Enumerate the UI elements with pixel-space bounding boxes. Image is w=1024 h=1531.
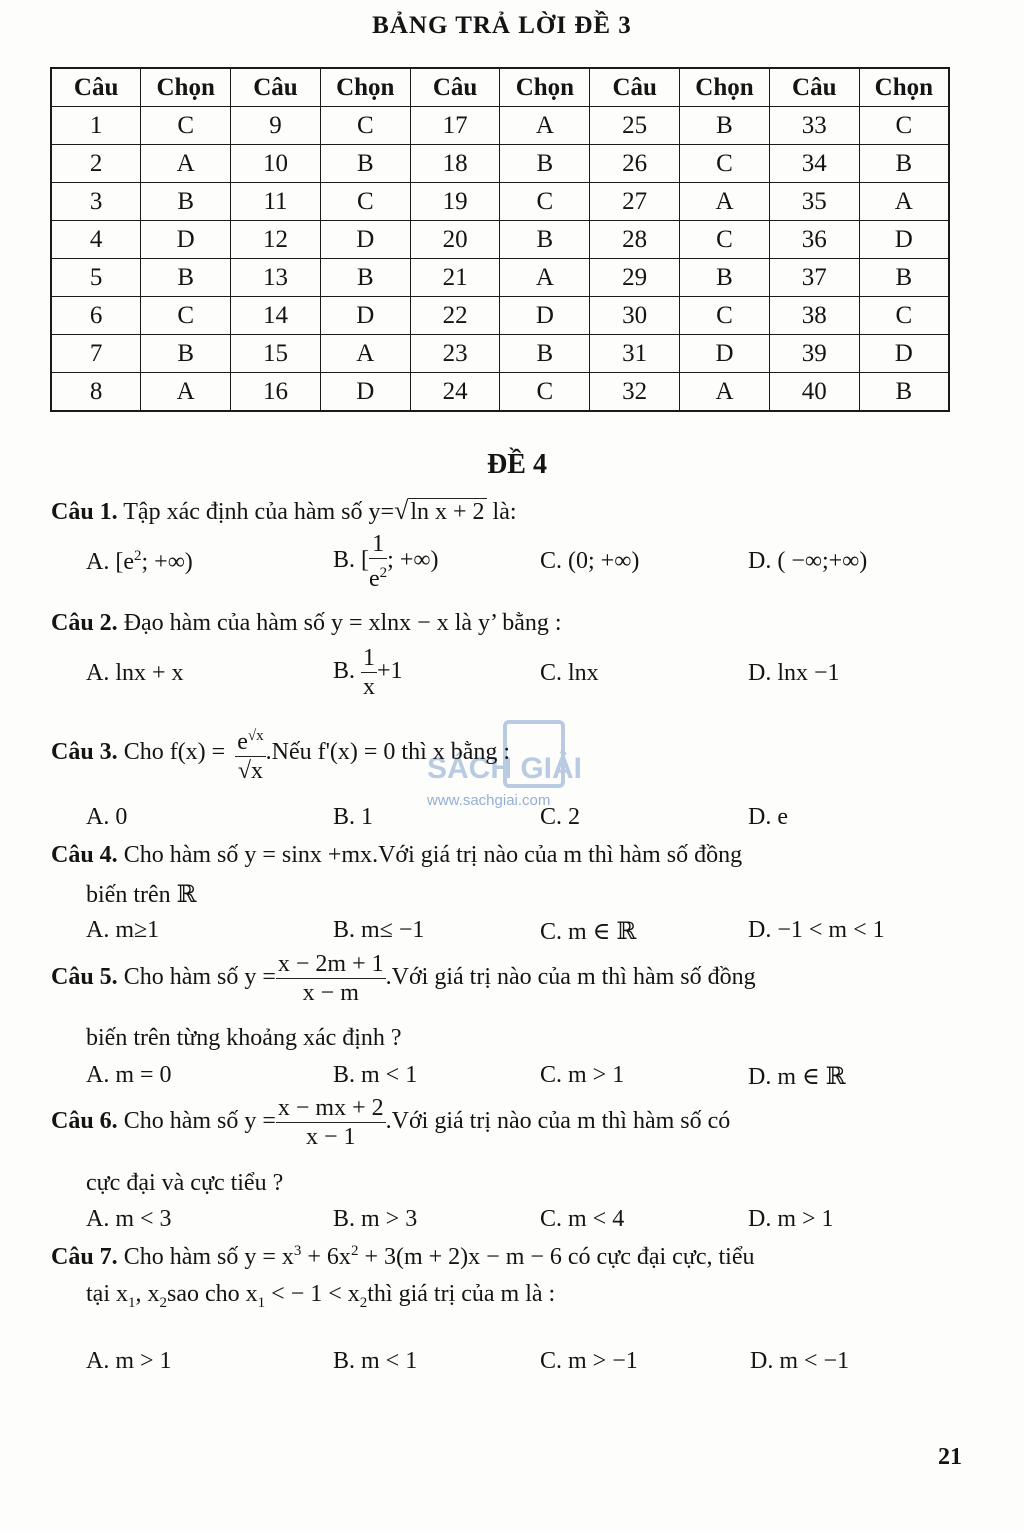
answer-table-header-row <box>51 68 949 107</box>
header-chon: Chọn <box>320 68 410 107</box>
q3-option-c: C. 2 <box>540 804 581 830</box>
question-number-cell: 23 <box>410 335 500 373</box>
answer-choice-cell: B <box>141 335 231 373</box>
answer-choice-cell: D <box>320 373 410 412</box>
table-row <box>51 145 949 183</box>
q3-option-b: B. 1 <box>333 804 374 830</box>
q5-option-d: D. m ∈ ℝ <box>748 1064 846 1090</box>
q6-option-c: C. m < 4 <box>540 1206 625 1232</box>
question-label: Câu 1. <box>51 499 118 525</box>
question-6 <box>51 1094 730 1151</box>
question-number-cell: 8 <box>51 373 141 412</box>
answer-table-body <box>51 107 949 412</box>
question-6-line-2: cực đại và cực tiểu ? <box>86 1170 284 1196</box>
question-number-cell: 34 <box>769 145 859 183</box>
answer-choice-cell: B <box>141 183 231 221</box>
q2-option-c: C. lnx <box>540 660 599 686</box>
answer-choice-cell: C <box>320 107 410 145</box>
question-number-cell: 10 <box>231 145 321 183</box>
header-chon: Chọn <box>859 68 949 107</box>
question-text: Tập xác định của hàm số y= <box>123 499 395 525</box>
question-text: Cho hàm số y = sinx +mx.Với giá trị nào của m thì hàm số đồng <box>123 842 743 868</box>
question-number-cell: 36 <box>769 221 859 259</box>
q4-option-a: A. m≥1 <box>86 917 160 943</box>
q4-option-d: D. −1 < m < 1 <box>748 917 885 943</box>
question-5-line-2: biến trên từng khoảng xác định ? <box>86 1025 402 1051</box>
answer-choice-cell: B <box>500 145 590 183</box>
answer-choice-cell: D <box>500 297 590 335</box>
header-cau: Câu <box>769 68 859 107</box>
question-number-cell: 20 <box>410 221 500 259</box>
answer-choice-cell: A <box>680 373 770 412</box>
table-row <box>51 107 949 145</box>
header-chon: Chọn <box>680 68 770 107</box>
answer-choice-cell: C <box>141 297 231 335</box>
question-number-cell: 12 <box>231 221 321 259</box>
question-number-cell: 16 <box>231 373 321 412</box>
answer-choice-cell: A <box>859 183 949 221</box>
header-chon: Chọn <box>141 68 231 107</box>
question-number-cell: 7 <box>51 335 141 373</box>
answer-choice-cell: C <box>500 373 590 412</box>
answer-choice-cell: B <box>320 145 410 183</box>
q6-option-a: A. m < 3 <box>86 1206 172 1232</box>
q6-option-b: B. m > 3 <box>333 1206 418 1232</box>
question-number-cell: 26 <box>590 145 680 183</box>
question-number-cell: 24 <box>410 373 500 412</box>
question-4 <box>51 842 742 869</box>
fraction: $\frac{x - 2m + 1}{x - m}$ <box>277 951 384 1006</box>
q7-option-a: A. m > 1 <box>86 1348 172 1374</box>
answer-choice-cell: B <box>859 145 949 183</box>
watermark-brand: SÁCH GIẢI <box>427 752 583 785</box>
question-number-cell: 28 <box>590 221 680 259</box>
question-number-cell: 25 <box>590 107 680 145</box>
table-row <box>51 183 949 221</box>
question-3 <box>51 722 510 785</box>
q4-option-b: B. m≤ −1 <box>333 917 425 943</box>
fraction: $\frac{x - mx + 2}{x - 1}$ <box>277 1095 384 1150</box>
question-number-cell: 38 <box>769 297 859 335</box>
q3-option-d: D. e <box>748 804 788 830</box>
question-number-cell: 27 <box>590 183 680 221</box>
q7-option-c: C. m > −1 <box>540 1348 638 1374</box>
answer-choice-cell: B <box>500 221 590 259</box>
question-text: Đạo hàm của hàm số y = xlnx − x là y’ bằng : <box>123 610 562 636</box>
question-label: Câu 4. <box>51 842 118 868</box>
question-number-cell: 18 <box>410 145 500 183</box>
question-number-cell: 2 <box>51 145 141 183</box>
fraction: $\frac{1}{x}$ <box>363 645 376 700</box>
fraction: $\frac{1}{e^2}$ <box>369 531 388 592</box>
question-number-cell: 31 <box>590 335 680 373</box>
header-cau: Câu <box>51 68 141 107</box>
question-number-cell: 4 <box>51 221 141 259</box>
answer-choice-cell: C <box>680 221 770 259</box>
question-number-cell: 13 <box>231 259 321 297</box>
question-label: Câu 2. <box>51 610 118 636</box>
answer-choice-cell: D <box>320 297 410 335</box>
question-tail: là: <box>492 499 517 525</box>
q1-option-d: D. ( −∞;+∞) <box>748 548 868 574</box>
table-row <box>51 335 949 373</box>
question-number-cell: 32 <box>590 373 680 412</box>
table-row <box>51 373 949 412</box>
answer-choice-cell: B <box>680 259 770 297</box>
answer-choice-cell: B <box>500 335 590 373</box>
question-number-cell: 3 <box>51 183 141 221</box>
question-label: Câu 6. <box>51 1108 118 1135</box>
header-cau: Câu <box>410 68 500 107</box>
question-number-cell: 9 <box>231 107 321 145</box>
answer-choice-cell: B <box>680 107 770 145</box>
exam-title: ĐỀ 4 <box>487 449 547 480</box>
question-label: Câu 5. <box>51 964 118 991</box>
question-number-cell: 15 <box>231 335 321 373</box>
question-number-cell: 30 <box>590 297 680 335</box>
question-number-cell: 37 <box>769 259 859 297</box>
answer-choice-cell: C <box>141 107 231 145</box>
q4-option-c: C. m ∈ ℝ <box>540 919 637 945</box>
question-label: Câu 7. <box>51 1244 118 1270</box>
q3-option-a: A. 0 <box>86 804 128 830</box>
question-text: Cho hàm số y = <box>123 1108 276 1135</box>
header-cau: Câu <box>231 68 321 107</box>
question-tail: .Với giá trị nào của m thì hàm số có <box>385 1108 731 1135</box>
question-number-cell: 35 <box>769 183 859 221</box>
question-1 <box>51 496 517 526</box>
q7-option-b: B. m < 1 <box>333 1348 418 1374</box>
answer-table-title: BẢNG TRẢ LỜI ĐỀ 3 <box>372 12 632 39</box>
q5-option-c: C. m > 1 <box>540 1062 625 1088</box>
answer-choice-cell: C <box>320 183 410 221</box>
q2-option-a: A. lnx + x <box>86 660 184 686</box>
table-row <box>51 297 949 335</box>
q1-option-c: C. (0; +∞) <box>540 548 640 574</box>
header-cau: Câu <box>590 68 680 107</box>
answer-choice-cell: C <box>500 183 590 221</box>
question-2 <box>51 610 562 637</box>
q2-option-d: D. lnx −1 <box>748 660 840 686</box>
question-number-cell: 33 <box>769 107 859 145</box>
question-text: Cho hàm số y = <box>123 964 276 991</box>
question-number-cell: 29 <box>590 259 680 297</box>
table-row <box>51 221 949 259</box>
question-number-cell: 14 <box>231 297 321 335</box>
question-7: Câu 7. Cho hàm số $y = x^3 + 6x^2 + 3(m + 2)x - m - 6$ có cực đại cực, tiểu <box>51 1243 755 1270</box>
table-row <box>51 259 949 297</box>
page-number: 21 <box>938 1444 962 1470</box>
sqrt-expression: √ln x + 2 <box>394 496 485 525</box>
answer-choice-cell: C <box>680 145 770 183</box>
answer-choice-cell: A <box>500 259 590 297</box>
question-4-line-2: biến trên ℝ <box>86 882 197 908</box>
answer-choice-cell: D <box>680 335 770 373</box>
question-number-cell: 21 <box>410 259 500 297</box>
question-7-line-2: tại $x_1$, $x_2sao$ cho $x_1$ < − $1 < x_2thì$ giá trị của m là : <box>86 1281 556 1311</box>
q5-option-b: B. m < 1 <box>333 1062 418 1088</box>
q2-option-b: B. $\frac{1}{x}$ +1 <box>333 645 403 700</box>
header-chon: Chọn <box>500 68 590 107</box>
answer-choice-cell: B <box>859 259 949 297</box>
question-number-cell: 5 <box>51 259 141 297</box>
answer-choice-cell: C <box>859 297 949 335</box>
answer-table <box>50 67 950 412</box>
question-number-cell: 19 <box>410 183 500 221</box>
answer-choice-cell: D <box>320 221 410 259</box>
answer-choice-cell: D <box>141 221 231 259</box>
question-number-cell: 11 <box>231 183 321 221</box>
q6-option-d: D. m > 1 <box>748 1206 834 1232</box>
answer-choice-cell: B <box>141 259 231 297</box>
answer-choice-cell: A <box>320 335 410 373</box>
answer-choice-cell: B <box>320 259 410 297</box>
question-text: Cho f(x) = <box>123 739 226 766</box>
answer-choice-cell: C <box>859 107 949 145</box>
answer-choice-cell: A <box>141 373 231 412</box>
q5-option-a: A. m = 0 <box>86 1062 172 1088</box>
question-number-cell: 22 <box>410 297 500 335</box>
fraction: $\frac{e^{√x}}{√x}$ <box>235 722 265 785</box>
answer-choice-cell: C <box>680 297 770 335</box>
answer-choice-cell: A <box>680 183 770 221</box>
question-number-cell: 6 <box>51 297 141 335</box>
answer-choice-cell: D <box>859 335 949 373</box>
answer-choice-cell: A <box>500 107 590 145</box>
question-number-cell: 40 <box>769 373 859 412</box>
question-5 <box>51 950 756 1007</box>
q7-option-d: D. m < −1 <box>750 1348 850 1374</box>
question-number-cell: 17 <box>410 107 500 145</box>
question-number-cell: 1 <box>51 107 141 145</box>
answer-choice-cell: B <box>859 373 949 412</box>
q1-option-b: B. [ $\frac{1}{e^2}$ ; +∞) <box>333 531 439 592</box>
watermark-url: www.sachgiai.com <box>427 792 551 809</box>
question-tail: .Với giá trị nào của m thì hàm số đồng <box>385 964 756 991</box>
question-tail: .Nếu f'(x) = 0 thì x bằng : <box>265 739 511 766</box>
question-number-cell: 39 <box>769 335 859 373</box>
q1-option-a: A. [$e^2$; +∞) <box>86 548 193 575</box>
answer-choice-cell: A <box>141 145 231 183</box>
answer-choice-cell: D <box>859 221 949 259</box>
question-label: Câu 3. <box>51 739 118 766</box>
